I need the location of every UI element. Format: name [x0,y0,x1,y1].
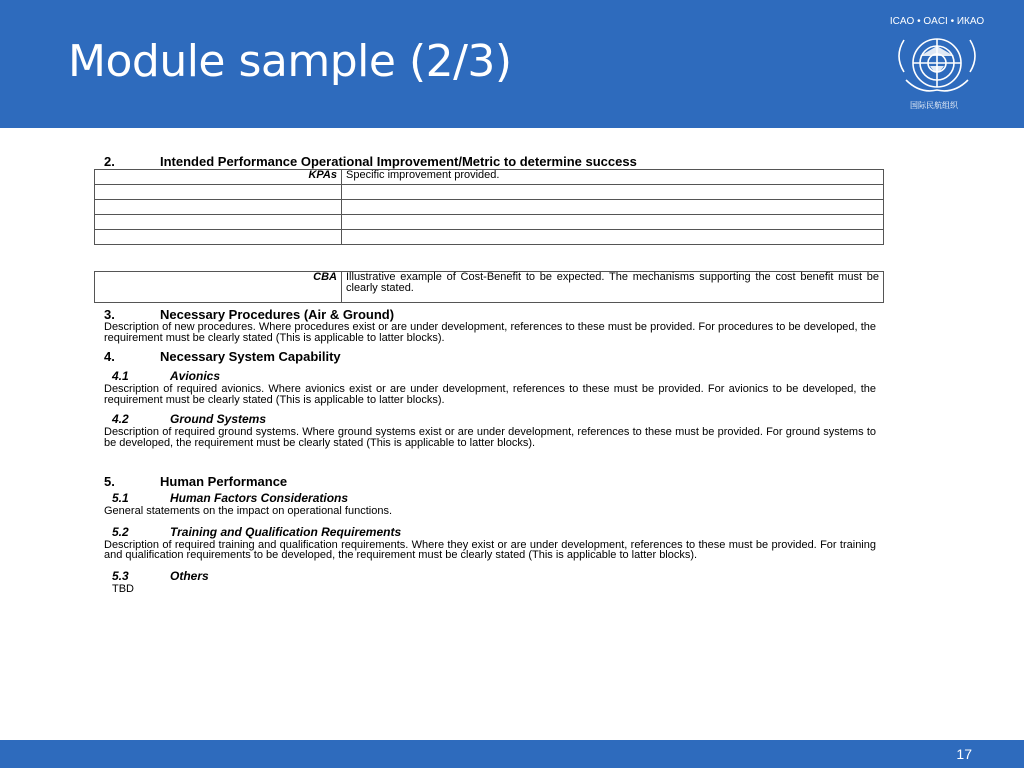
subsection-number: 5.2 [112,524,129,539]
kpa-table [94,169,884,245]
subsection-5-1-text: General statements on the impact on operational functions. [104,505,393,517]
section-3-heading [104,309,884,320]
section-title: Necessary System Capability [160,349,341,364]
subsection-title: Avionics [170,369,221,383]
subsection-4-1-text: Description of required avionics. Where avionics exist or are under development, references to these must be provided. For avionics to be developed, the requirement must be clearly stated (This is applicable to latter blocks). [104,383,876,406]
slide-header [0,0,1024,128]
table-cell [95,215,342,230]
table-cell [342,230,884,245]
subsection-title: Others [170,568,209,583]
section-number: 4. [104,349,115,364]
slide-footer [0,740,1024,768]
table-cell [342,215,884,230]
cba-label: CBA [95,272,342,303]
svg-text:国际民航组织: 国际民航组织 [910,101,958,110]
section-3-text: Description of new procedures. Where procedures exist or are under development, references to these must be provided. For procedures to be developed, the requirement must be clearly stated (This is applicable to latter blocks). [104,321,876,344]
table-row [95,215,884,230]
subsection-4-2-text: Description of required ground systems. Where ground systems exist or are under development, references to these must be provided. For ground systems to be developed, the requirement must be clearly stated (This is applicable to latter blocks). [104,426,876,449]
cba-table [94,271,884,303]
table-row [95,200,884,215]
table-cell [95,200,342,215]
subsection-4-2-heading [112,414,884,425]
logo-text: ICAO • OACI • ИКАО [889,16,985,27]
table-row [95,170,884,185]
section-4-heading [104,351,884,362]
section-number: 3. [104,307,115,322]
table-row [95,230,884,245]
subsection-number: 4.2 [112,412,129,426]
section-title: Necessary Procedures (Air & Ground) [160,307,395,322]
subsection-5-1-heading [112,493,884,504]
table-cell [342,200,884,215]
subsection-5-2-text: Description of required training and qualification requirements. Where they exist or are under development, references to these must be provided. For training and qualification requirements to be developed, the requirement must be clearly stated (This is applicable to latter blocks). [104,538,876,561]
table-cell [95,185,342,200]
slide-title: Module sample (2/3) [68,36,512,87]
table-cell: Specific improvement provided. [342,170,884,185]
cba-text: Illustrative example of Cost-Benefit to be expected. The mechanisms supporting the cost benefit must be clearly stated. [342,272,884,303]
page-number: 17 [956,746,972,762]
document-body [94,150,884,594]
subsection-5-2-heading [112,524,884,539]
section-title: Human Performance [160,474,288,489]
table-row [95,185,884,200]
section-number: 2. [104,154,115,169]
subsection-4-1-heading [112,371,884,382]
section-2-heading [104,156,884,167]
section-5-heading [104,476,884,487]
table-cell [95,230,342,245]
table-cell [342,185,884,200]
subsection-number: 4.1 [112,369,129,383]
subsection-5-3-text: TBD [112,582,134,595]
subsection-number: 5.3 [112,568,129,583]
subsection-number: 5.1 [112,491,129,505]
table-cell: KPAs [95,170,342,185]
subsection-5-3-heading [112,568,884,583]
subsection-title: Training and Qualification Requirements [170,524,402,539]
subsection-title: Human Factors Considerations [170,491,349,505]
icao-logo-icon [880,6,994,120]
section-number: 5. [104,474,115,489]
subsection-title: Ground Systems [170,412,267,426]
table-row [95,272,884,303]
section-title: Intended Performance Operational Improvement/Metric to determine success [160,154,637,169]
